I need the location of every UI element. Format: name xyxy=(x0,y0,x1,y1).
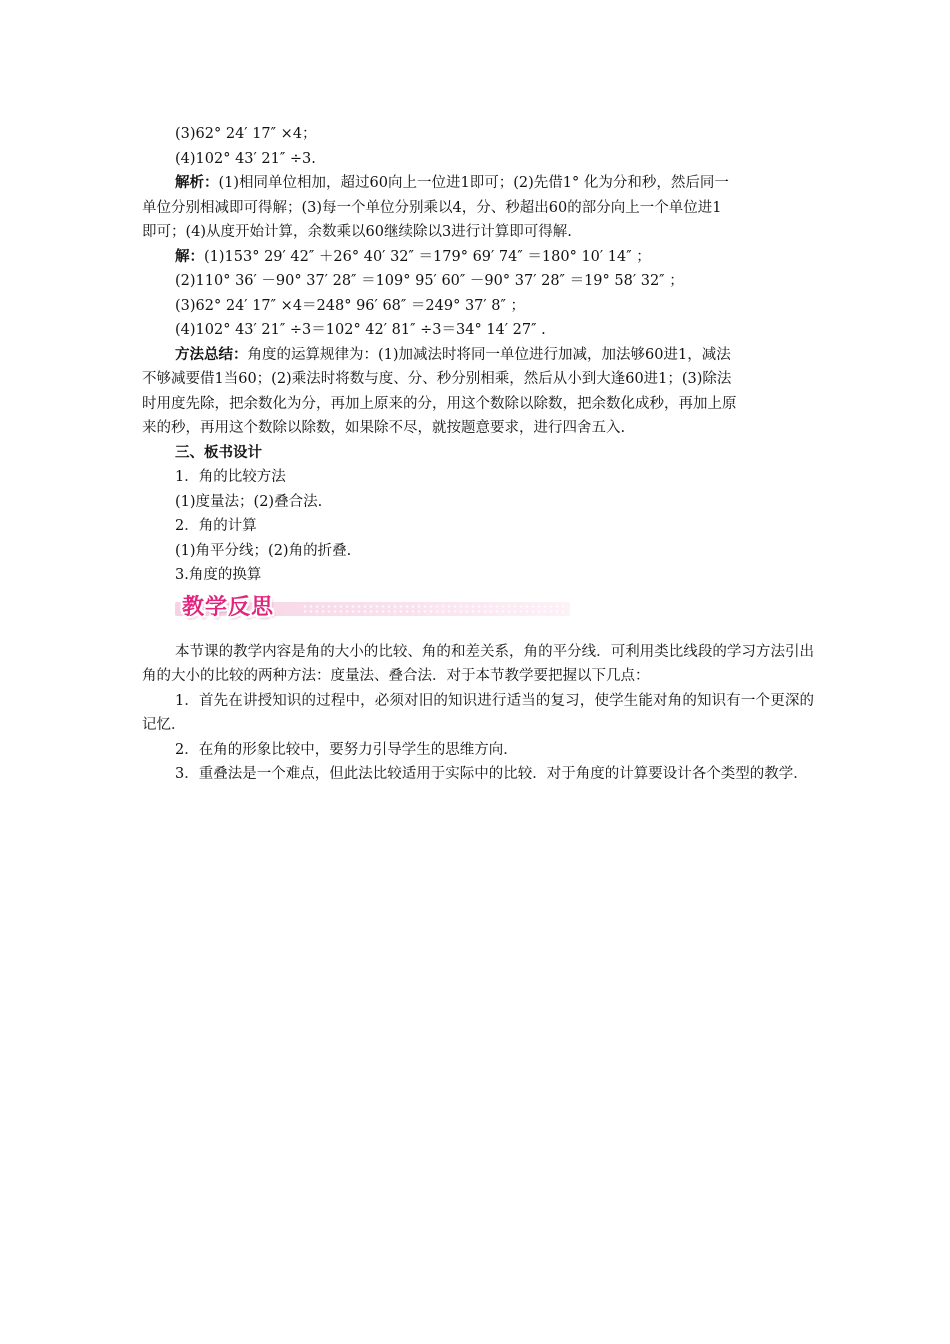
reflection-paragraph: 3．重叠法是一个难点，但此法比较适用于实际中的比较．对于角度的计算要设计各个类型的教学． xyxy=(175,766,808,782)
board-item: 1．角的比较方法 xyxy=(175,469,286,485)
analysis-text: (1)相同单位相加，超过60向上一位进1即可；(2)先借1° 化为分和秒，然后同一 xyxy=(218,175,729,191)
solution-text: (1)153° 29′ 42″ ＋26° 40′ 32″ ＝179° 69′ 74″ ＝180° 10′ 14″ ； xyxy=(204,248,651,265)
analysis-line: 即可；(4)从度开始计算，余数乘以60继续除以3进行计算即可得解. xyxy=(142,224,572,240)
solution-label: 解： xyxy=(175,248,204,265)
solution-line: (2)110° 36′ －90° 37′ 28″ ＝109° 95′ 60″ －90° 37′ 28″ ＝19° 58′ 32″ ； xyxy=(175,273,684,289)
analysis-label: 解析： xyxy=(175,175,219,191)
board-item: (1)角平分线；(2)角的折叠. xyxy=(175,542,352,559)
method-line: 不够减要借1当60；(2)乘法时将数与度、分、秒分别相乘，然后从小到大逢60进1；(3)除法 xyxy=(142,371,732,387)
solution-line xyxy=(142,245,814,270)
reflection-paragraph: 本节课的教学内容是角的大小的比较、角的和差关系，角的平分线．可利用类比线段的学习方法引出角的大小的比较的两种方法：度量法、叠合法．对于本节教学要把握以下几点： xyxy=(142,643,814,684)
analysis-line xyxy=(142,171,814,196)
reflection-paragraph: 2．在角的形象比较中，要努力引导学生的思维方向． xyxy=(175,741,518,758)
reflection-banner-title: 教学反思 xyxy=(182,594,275,620)
analysis-line: 单位分别相减即可得解；(3)每一个单位分别乘以4，分、秒超出60的部分向上一个单位进1 xyxy=(142,199,722,216)
method-text: 角度的运算规律为：(1)加减法时将同一单位进行加减，加法够60进1，减法 xyxy=(247,346,731,363)
board-item: 2．角的计算 xyxy=(175,518,257,534)
method-line xyxy=(142,343,814,368)
solution-line: (3)62° 24′ 17″ ×4＝248° 96′ 68″ ＝249° 37′ 8″ ； xyxy=(175,297,526,314)
method-line: 来的秒，再用这个数除以除数，如果除不尽，就按题意要求，进行四舍五入. xyxy=(142,420,626,436)
board-item: 3.角度的换算 xyxy=(175,567,262,583)
solution-line: (4)102° 43′ 21″ ÷3＝102° 42′ 81″ ÷3＝34° 14′ 27″ . xyxy=(175,322,546,338)
method-line: 时用度先除，把余数化为分，再加上原来的分，用这个数除以除数，把余数化成秒，再加上原 xyxy=(142,395,737,412)
document-content xyxy=(142,122,814,787)
banner-dots xyxy=(302,604,564,614)
board-item: (1)度量法；(2)叠合法. xyxy=(175,493,323,510)
method-label: 方法总结： xyxy=(175,346,248,363)
reflection-banner xyxy=(142,588,814,632)
problem-4: (4)102° 43′ 21″ ÷3. xyxy=(175,150,316,167)
reflection-paragraph: 1．首先在讲授知识的过程中，必须对旧的知识进行适当的复习，使学生能对角的知识有一个更深的记忆． xyxy=(142,692,814,733)
problem-3: (3)62° 24′ 17″ ×4； xyxy=(175,126,317,142)
board-heading: 三、板书设计 xyxy=(175,444,262,461)
